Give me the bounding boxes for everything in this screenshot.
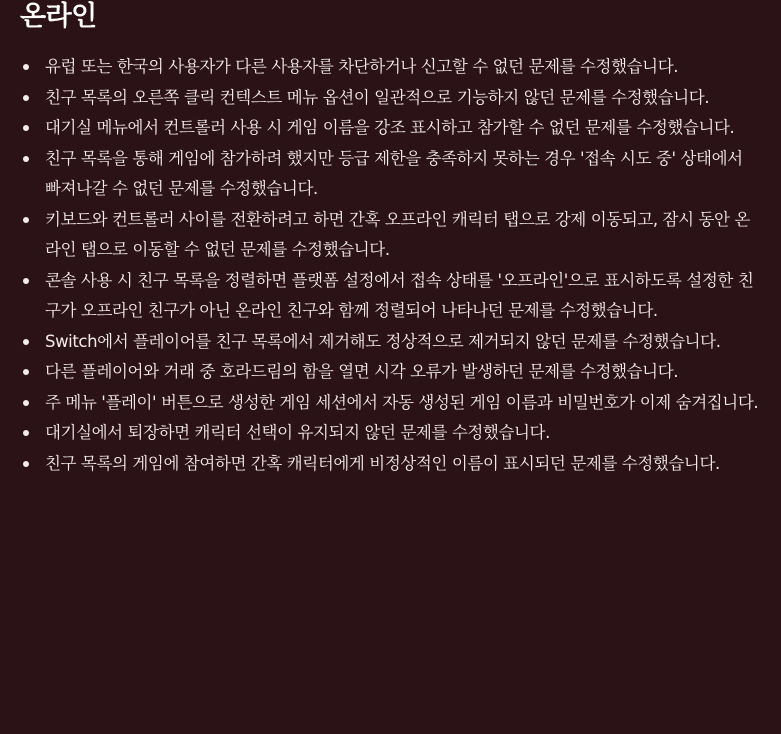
- bullet-icon: [23, 95, 29, 101]
- list-item: [20, 357, 759, 388]
- bullet-icon: [23, 430, 29, 436]
- list-item: [20, 52, 759, 83]
- note-text: 친구 목록의 게임에 참여하면 간혹 캐릭터에게 비정상적인 이름이 표시되던 문제를 수정했습니다.: [45, 453, 720, 473]
- note-text: 대기실 메뉴에서 컨트롤러 사용 시 게임 이름을 강조 표시하고 참가할 수 없던 문제를 수정했습니다.: [45, 118, 735, 137]
- note-text: 키보드와 컨트롤러 사이를 전환하려고 하면 간혹 오프라인 캐릭터 탭으로 강제 이동되고, 잠시 동안 온라인 탭으로 이동할 수 없던 문제를 수정했습니다.: [45, 209, 750, 259]
- note-text: 유럽 또는 한국의 사용자가 다른 사용자를 차단하거나 신고할 수 없던 문제를 수정했습니다.: [45, 57, 679, 76]
- bullet-icon: [23, 461, 29, 467]
- bullet-icon: [23, 369, 29, 375]
- list-item: [20, 144, 759, 205]
- list-item: [20, 266, 759, 327]
- bullet-icon: [23, 278, 29, 284]
- bullet-icon: [23, 339, 29, 345]
- note-text: 다른 플레이어와 거래 중 호라드림의 함을 열면 시각 오류가 발생하던 문제를 수정했습니다.: [45, 362, 679, 381]
- note-text: Switch에서 플레이어를 친구 목록에서 제거해도 정상적으로 제거되지 않던 문제를 수정했습니다.: [45, 331, 721, 351]
- bullet-icon: [23, 125, 29, 131]
- list-item: [20, 327, 759, 358]
- note-text: 주 메뉴 '플레이' 버튼으로 생성한 게임 세션에서 자동 생성된 게임 이름과 비밀번호가 이제 숨겨집니다.: [45, 392, 759, 412]
- section-title: 온라인: [20, 1, 97, 32]
- list-item: [20, 205, 759, 266]
- note-text: 콘솔 사용 시 친구 목록을 정렬하면 플랫폼 설정에서 접속 상태를 '오프라인'으로 표시하도록 설정한 친구가 오프라인 친구가 아닌 온라인 친구와 함께 정렬되어 나타나던 문제를 수정했습니다.: [45, 270, 754, 320]
- list-item: [20, 449, 759, 480]
- bullet-icon: [23, 64, 29, 70]
- patch-notes-list: [20, 52, 759, 479]
- bullet-icon: [23, 400, 29, 406]
- list-item: [20, 388, 759, 419]
- list-item: [20, 83, 759, 114]
- list-item: [20, 113, 759, 144]
- list-item: [20, 418, 759, 449]
- bullet-icon: [23, 217, 29, 223]
- note-text: 친구 목록의 오른쪽 클릭 컨텍스트 메뉴 옵션이 일관적으로 기능하지 않던 문제를 수정했습니다.: [45, 87, 710, 107]
- bullet-icon: [23, 156, 29, 162]
- note-text: 친구 목록을 통해 게임에 참가하려 했지만 등급 제한을 충족하지 못하는 경우 '접속 시도 중' 상태에서 빠져나갈 수 없던 문제를 수정했습니다.: [45, 148, 743, 198]
- note-text: 대기실에서 퇴장하면 캐릭터 선택이 유지되지 않던 문제를 수정했습니다.: [45, 423, 550, 442]
